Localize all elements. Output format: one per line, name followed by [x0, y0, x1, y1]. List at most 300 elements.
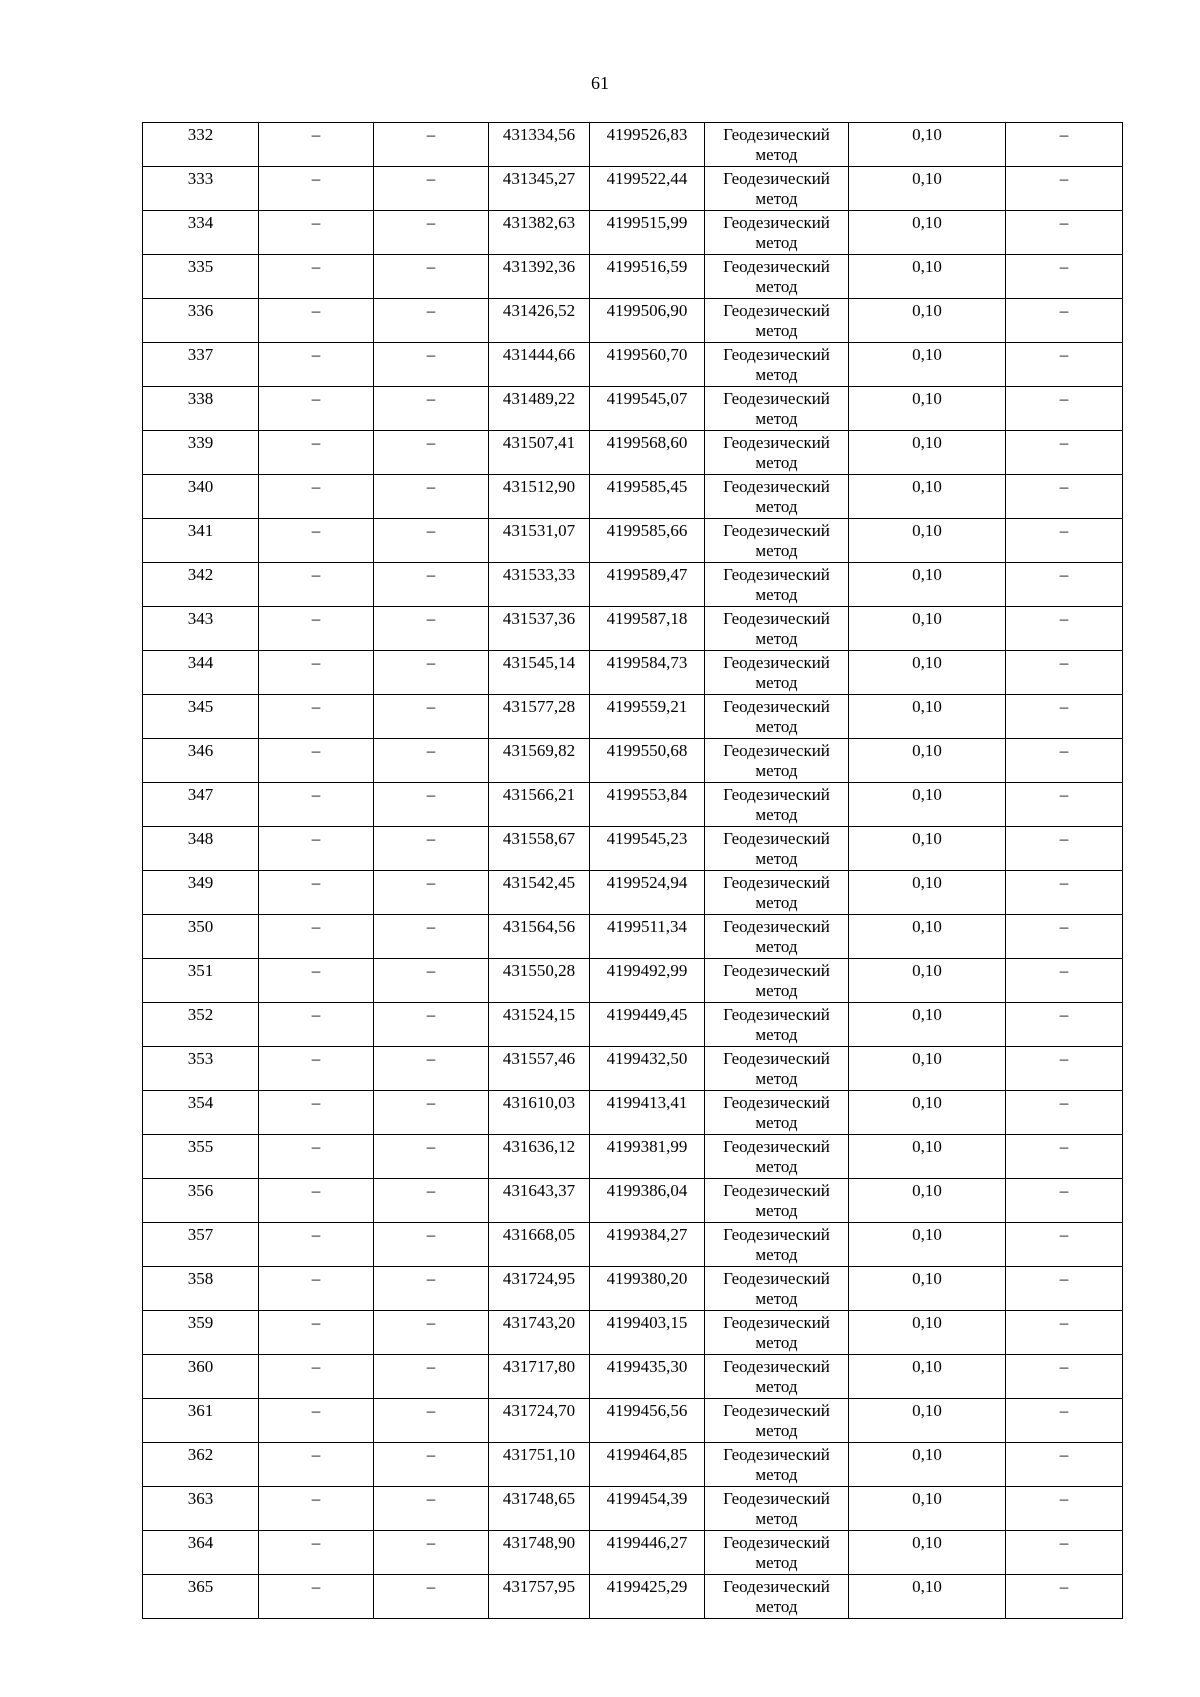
x-coordinate-cell: 431610,03 [489, 1091, 590, 1135]
point-number-cell: 357 [143, 1223, 259, 1267]
method-cell: Геодезический метод [705, 1355, 849, 1399]
table-row [143, 783, 1123, 827]
empty-dash-cell: – [259, 871, 374, 915]
empty-dash-cell: – [259, 387, 374, 431]
y-coordinate-cell: 4199425,29 [590, 1575, 705, 1619]
table-row [143, 343, 1123, 387]
x-coordinate-cell: 431392,36 [489, 255, 590, 299]
empty-dash-cell: – [1006, 959, 1123, 1003]
method-cell: Геодезический метод [705, 1399, 849, 1443]
accuracy-cell: 0,10 [849, 1487, 1006, 1531]
method-cell: Геодезический метод [705, 563, 849, 607]
point-number-cell: 347 [143, 783, 259, 827]
table-row [143, 387, 1123, 431]
method-cell: Геодезический метод [705, 123, 849, 167]
empty-dash-cell: – [1006, 475, 1123, 519]
empty-dash-cell: – [374, 1355, 489, 1399]
method-cell: Геодезический метод [705, 871, 849, 915]
empty-dash-cell: – [374, 607, 489, 651]
empty-dash-cell: – [1006, 1531, 1123, 1575]
empty-dash-cell: – [259, 1091, 374, 1135]
empty-dash-cell: – [374, 563, 489, 607]
empty-dash-cell: – [259, 475, 374, 519]
empty-dash-cell: – [259, 607, 374, 651]
empty-dash-cell: – [374, 167, 489, 211]
point-number-cell: 350 [143, 915, 259, 959]
empty-dash-cell: – [1006, 1223, 1123, 1267]
empty-dash-cell: – [1006, 167, 1123, 211]
y-coordinate-cell: 4199381,99 [590, 1135, 705, 1179]
x-coordinate-cell: 431537,36 [489, 607, 590, 651]
table-row [143, 123, 1123, 167]
empty-dash-cell: – [374, 519, 489, 563]
y-coordinate-cell: 4199516,59 [590, 255, 705, 299]
point-number-cell: 355 [143, 1135, 259, 1179]
y-coordinate-cell: 4199553,84 [590, 783, 705, 827]
method-cell: Геодезический метод [705, 167, 849, 211]
x-coordinate-cell: 431550,28 [489, 959, 590, 1003]
method-cell: Геодезический метод [705, 1531, 849, 1575]
empty-dash-cell: – [1006, 431, 1123, 475]
empty-dash-cell: – [259, 563, 374, 607]
empty-dash-cell: – [1006, 1047, 1123, 1091]
empty-dash-cell: – [374, 1399, 489, 1443]
empty-dash-cell: – [1006, 739, 1123, 783]
x-coordinate-cell: 431636,12 [489, 1135, 590, 1179]
y-coordinate-cell: 4199550,68 [590, 739, 705, 783]
table-row [143, 695, 1123, 739]
x-coordinate-cell: 431545,14 [489, 651, 590, 695]
accuracy-cell: 0,10 [849, 1223, 1006, 1267]
table-row [143, 167, 1123, 211]
table-row [143, 1223, 1123, 1267]
point-number-cell: 364 [143, 1531, 259, 1575]
empty-dash-cell: – [259, 651, 374, 695]
y-coordinate-cell: 4199464,85 [590, 1443, 705, 1487]
y-coordinate-cell: 4199386,04 [590, 1179, 705, 1223]
point-number-cell: 334 [143, 211, 259, 255]
accuracy-cell: 0,10 [849, 1355, 1006, 1399]
x-coordinate-cell: 431577,28 [489, 695, 590, 739]
accuracy-cell: 0,10 [849, 475, 1006, 519]
accuracy-cell: 0,10 [849, 871, 1006, 915]
table-row [143, 299, 1123, 343]
method-cell: Геодезический метод [705, 1179, 849, 1223]
empty-dash-cell: – [259, 915, 374, 959]
x-coordinate-cell: 431717,80 [489, 1355, 590, 1399]
table-row [143, 1487, 1123, 1531]
point-number-cell: 359 [143, 1311, 259, 1355]
point-number-cell: 363 [143, 1487, 259, 1531]
table-row [143, 475, 1123, 519]
point-number-cell: 344 [143, 651, 259, 695]
empty-dash-cell: – [1006, 1355, 1123, 1399]
method-cell: Геодезический метод [705, 1267, 849, 1311]
table-row [143, 1267, 1123, 1311]
empty-dash-cell: – [374, 1179, 489, 1223]
empty-dash-cell: – [259, 1003, 374, 1047]
accuracy-cell: 0,10 [849, 1531, 1006, 1575]
x-coordinate-cell: 431566,21 [489, 783, 590, 827]
y-coordinate-cell: 4199585,66 [590, 519, 705, 563]
x-coordinate-cell: 431668,05 [489, 1223, 590, 1267]
empty-dash-cell: – [1006, 695, 1123, 739]
table-row [143, 211, 1123, 255]
empty-dash-cell: – [374, 1091, 489, 1135]
accuracy-cell: 0,10 [849, 431, 1006, 475]
empty-dash-cell: – [259, 1355, 374, 1399]
empty-dash-cell: – [259, 1531, 374, 1575]
method-cell: Геодезический метод [705, 607, 849, 651]
empty-dash-cell: – [374, 1311, 489, 1355]
point-number-cell: 349 [143, 871, 259, 915]
y-coordinate-cell: 4199380,20 [590, 1267, 705, 1311]
accuracy-cell: 0,10 [849, 783, 1006, 827]
point-number-cell: 339 [143, 431, 259, 475]
method-cell: Геодезический метод [705, 1311, 849, 1355]
empty-dash-cell: – [374, 1531, 489, 1575]
x-coordinate-cell: 431444,66 [489, 343, 590, 387]
method-cell: Геодезический метод [705, 519, 849, 563]
empty-dash-cell: – [1006, 1487, 1123, 1531]
accuracy-cell: 0,10 [849, 563, 1006, 607]
y-coordinate-cell: 4199446,27 [590, 1531, 705, 1575]
empty-dash-cell: – [374, 1047, 489, 1091]
empty-dash-cell: – [374, 1443, 489, 1487]
x-coordinate-cell: 431524,15 [489, 1003, 590, 1047]
table-row [143, 431, 1123, 475]
y-coordinate-cell: 4199435,30 [590, 1355, 705, 1399]
table-row [143, 1003, 1123, 1047]
empty-dash-cell: – [374, 255, 489, 299]
accuracy-cell: 0,10 [849, 519, 1006, 563]
empty-dash-cell: – [374, 431, 489, 475]
accuracy-cell: 0,10 [849, 651, 1006, 695]
point-number-cell: 335 [143, 255, 259, 299]
empty-dash-cell: – [1006, 387, 1123, 431]
empty-dash-cell: – [374, 343, 489, 387]
empty-dash-cell: – [259, 1443, 374, 1487]
table-row [143, 1179, 1123, 1223]
y-coordinate-cell: 4199413,41 [590, 1091, 705, 1135]
point-number-cell: 354 [143, 1091, 259, 1135]
empty-dash-cell: – [374, 1267, 489, 1311]
x-coordinate-cell: 431345,27 [489, 167, 590, 211]
point-number-cell: 333 [143, 167, 259, 211]
accuracy-cell: 0,10 [849, 211, 1006, 255]
method-cell: Геодезический метод [705, 343, 849, 387]
empty-dash-cell: – [374, 1487, 489, 1531]
y-coordinate-cell: 4199522,44 [590, 167, 705, 211]
table-row [143, 651, 1123, 695]
y-coordinate-cell: 4199589,47 [590, 563, 705, 607]
table-row [143, 607, 1123, 651]
table-row [143, 1443, 1123, 1487]
empty-dash-cell: – [259, 123, 374, 167]
table-row [143, 519, 1123, 563]
point-number-cell: 345 [143, 695, 259, 739]
empty-dash-cell: – [259, 959, 374, 1003]
x-coordinate-cell: 431531,07 [489, 519, 590, 563]
y-coordinate-cell: 4199515,99 [590, 211, 705, 255]
empty-dash-cell: – [259, 167, 374, 211]
method-cell: Геодезический метод [705, 827, 849, 871]
empty-dash-cell: – [259, 1135, 374, 1179]
point-number-cell: 356 [143, 1179, 259, 1223]
x-coordinate-cell: 431569,82 [489, 739, 590, 783]
empty-dash-cell: – [259, 783, 374, 827]
accuracy-cell: 0,10 [849, 959, 1006, 1003]
empty-dash-cell: – [374, 1003, 489, 1047]
y-coordinate-cell: 4199511,34 [590, 915, 705, 959]
point-number-cell: 338 [143, 387, 259, 431]
table-row [143, 1399, 1123, 1443]
y-coordinate-cell: 4199545,07 [590, 387, 705, 431]
point-number-cell: 358 [143, 1267, 259, 1311]
y-coordinate-cell: 4199456,56 [590, 1399, 705, 1443]
empty-dash-cell: – [1006, 1135, 1123, 1179]
empty-dash-cell: – [1006, 783, 1123, 827]
x-coordinate-cell: 431426,52 [489, 299, 590, 343]
point-number-cell: 353 [143, 1047, 259, 1091]
empty-dash-cell: – [374, 827, 489, 871]
empty-dash-cell: – [1006, 827, 1123, 871]
empty-dash-cell: – [374, 915, 489, 959]
accuracy-cell: 0,10 [849, 167, 1006, 211]
accuracy-cell: 0,10 [849, 255, 1006, 299]
empty-dash-cell: – [1006, 519, 1123, 563]
empty-dash-cell: – [1006, 1311, 1123, 1355]
table-row [143, 1135, 1123, 1179]
point-number-cell: 348 [143, 827, 259, 871]
accuracy-cell: 0,10 [849, 1311, 1006, 1355]
point-number-cell: 336 [143, 299, 259, 343]
method-cell: Геодезический метод [705, 1135, 849, 1179]
x-coordinate-cell: 431558,67 [489, 827, 590, 871]
empty-dash-cell: – [259, 739, 374, 783]
accuracy-cell: 0,10 [849, 1091, 1006, 1135]
empty-dash-cell: – [374, 211, 489, 255]
method-cell: Геодезический метод [705, 1223, 849, 1267]
method-cell: Геодезический метод [705, 1003, 849, 1047]
empty-dash-cell: – [374, 695, 489, 739]
y-coordinate-cell: 4199560,70 [590, 343, 705, 387]
page-number: 61 [591, 73, 609, 93]
y-coordinate-cell: 4199449,45 [590, 1003, 705, 1047]
table-row [143, 827, 1123, 871]
y-coordinate-cell: 4199506,90 [590, 299, 705, 343]
empty-dash-cell: – [374, 739, 489, 783]
empty-dash-cell: – [259, 1223, 374, 1267]
empty-dash-cell: – [259, 827, 374, 871]
empty-dash-cell: – [259, 211, 374, 255]
empty-dash-cell: – [1006, 1267, 1123, 1311]
y-coordinate-cell: 4199568,60 [590, 431, 705, 475]
accuracy-cell: 0,10 [849, 1399, 1006, 1443]
x-coordinate-cell: 431748,90 [489, 1531, 590, 1575]
point-number-cell: 341 [143, 519, 259, 563]
x-coordinate-cell: 431512,90 [489, 475, 590, 519]
empty-dash-cell: – [1006, 299, 1123, 343]
empty-dash-cell: – [259, 299, 374, 343]
empty-dash-cell: – [374, 387, 489, 431]
table-row [143, 1091, 1123, 1135]
point-number-cell: 360 [143, 1355, 259, 1399]
point-number-cell: 337 [143, 343, 259, 387]
method-cell: Геодезический метод [705, 651, 849, 695]
accuracy-cell: 0,10 [849, 1575, 1006, 1619]
table-row [143, 1355, 1123, 1399]
table-row [143, 1531, 1123, 1575]
empty-dash-cell: – [374, 1135, 489, 1179]
y-coordinate-cell: 4199454,39 [590, 1487, 705, 1531]
method-cell: Геодезический метод [705, 959, 849, 1003]
empty-dash-cell: – [374, 123, 489, 167]
empty-dash-cell: – [259, 1487, 374, 1531]
empty-dash-cell: – [1006, 1003, 1123, 1047]
method-cell: Геодезический метод [705, 1091, 849, 1135]
table-row [143, 739, 1123, 783]
empty-dash-cell: – [374, 299, 489, 343]
empty-dash-cell: – [1006, 1179, 1123, 1223]
y-coordinate-cell: 4199559,21 [590, 695, 705, 739]
accuracy-cell: 0,10 [849, 695, 1006, 739]
method-cell: Геодезический метод [705, 1575, 849, 1619]
accuracy-cell: 0,10 [849, 1179, 1006, 1223]
x-coordinate-cell: 431751,10 [489, 1443, 590, 1487]
x-coordinate-cell: 431724,70 [489, 1399, 590, 1443]
empty-dash-cell: – [374, 651, 489, 695]
x-coordinate-cell: 431724,95 [489, 1267, 590, 1311]
empty-dash-cell: – [1006, 1443, 1123, 1487]
point-number-cell: 361 [143, 1399, 259, 1443]
accuracy-cell: 0,10 [849, 827, 1006, 871]
table-row [143, 255, 1123, 299]
method-cell: Геодезический метод [705, 1047, 849, 1091]
table-row [143, 563, 1123, 607]
method-cell: Геодезический метод [705, 739, 849, 783]
accuracy-cell: 0,10 [849, 299, 1006, 343]
empty-dash-cell: – [1006, 1399, 1123, 1443]
accuracy-cell: 0,10 [849, 1003, 1006, 1047]
empty-dash-cell: – [374, 959, 489, 1003]
empty-dash-cell: – [1006, 123, 1123, 167]
accuracy-cell: 0,10 [849, 343, 1006, 387]
table-body [143, 123, 1123, 1619]
method-cell: Геодезический метод [705, 475, 849, 519]
x-coordinate-cell: 431748,65 [489, 1487, 590, 1531]
method-cell: Геодезический метод [705, 431, 849, 475]
method-cell: Геодезический метод [705, 1487, 849, 1531]
method-cell: Геодезический метод [705, 695, 849, 739]
y-coordinate-cell: 4199403,15 [590, 1311, 705, 1355]
empty-dash-cell: – [259, 1179, 374, 1223]
y-coordinate-cell: 4199584,73 [590, 651, 705, 695]
point-number-cell: 342 [143, 563, 259, 607]
y-coordinate-cell: 4199524,94 [590, 871, 705, 915]
empty-dash-cell: – [1006, 1575, 1123, 1619]
empty-dash-cell: – [1006, 255, 1123, 299]
accuracy-cell: 0,10 [849, 1135, 1006, 1179]
y-coordinate-cell: 4199526,83 [590, 123, 705, 167]
empty-dash-cell: – [374, 1223, 489, 1267]
empty-dash-cell: – [259, 255, 374, 299]
accuracy-cell: 0,10 [849, 1047, 1006, 1091]
point-number-cell: 332 [143, 123, 259, 167]
empty-dash-cell: – [374, 1575, 489, 1619]
empty-dash-cell: – [1006, 563, 1123, 607]
method-cell: Геодезический метод [705, 387, 849, 431]
empty-dash-cell: – [259, 1575, 374, 1619]
empty-dash-cell: – [1006, 871, 1123, 915]
x-coordinate-cell: 431533,33 [489, 563, 590, 607]
y-coordinate-cell: 4199384,27 [590, 1223, 705, 1267]
x-coordinate-cell: 431382,63 [489, 211, 590, 255]
table-row [143, 1575, 1123, 1619]
point-number-cell: 365 [143, 1575, 259, 1619]
table-row [143, 959, 1123, 1003]
empty-dash-cell: – [1006, 1091, 1123, 1135]
y-coordinate-cell: 4199585,45 [590, 475, 705, 519]
empty-dash-cell: – [259, 1311, 374, 1355]
empty-dash-cell: – [259, 1399, 374, 1443]
y-coordinate-cell: 4199492,99 [590, 959, 705, 1003]
method-cell: Геодезический метод [705, 255, 849, 299]
empty-dash-cell: – [259, 431, 374, 475]
point-number-cell: 340 [143, 475, 259, 519]
empty-dash-cell: – [1006, 915, 1123, 959]
x-coordinate-cell: 431334,56 [489, 123, 590, 167]
accuracy-cell: 0,10 [849, 387, 1006, 431]
empty-dash-cell: – [259, 1267, 374, 1311]
accuracy-cell: 0,10 [849, 123, 1006, 167]
table-row [143, 1047, 1123, 1091]
coordinates-table [142, 122, 1123, 1619]
method-cell: Геодезический метод [705, 299, 849, 343]
x-coordinate-cell: 431542,45 [489, 871, 590, 915]
empty-dash-cell: – [374, 871, 489, 915]
table-row [143, 871, 1123, 915]
empty-dash-cell: – [259, 519, 374, 563]
accuracy-cell: 0,10 [849, 1267, 1006, 1311]
accuracy-cell: 0,10 [849, 739, 1006, 783]
x-coordinate-cell: 431557,46 [489, 1047, 590, 1091]
empty-dash-cell: – [259, 695, 374, 739]
accuracy-cell: 0,10 [849, 607, 1006, 651]
empty-dash-cell: – [374, 475, 489, 519]
x-coordinate-cell: 431643,37 [489, 1179, 590, 1223]
method-cell: Геодезический метод [705, 211, 849, 255]
y-coordinate-cell: 4199545,23 [590, 827, 705, 871]
point-number-cell: 362 [143, 1443, 259, 1487]
empty-dash-cell: – [1006, 607, 1123, 651]
point-number-cell: 352 [143, 1003, 259, 1047]
accuracy-cell: 0,10 [849, 915, 1006, 959]
x-coordinate-cell: 431757,95 [489, 1575, 590, 1619]
x-coordinate-cell: 431489,22 [489, 387, 590, 431]
method-cell: Геодезический метод [705, 1443, 849, 1487]
method-cell: Геодезический метод [705, 783, 849, 827]
y-coordinate-cell: 4199587,18 [590, 607, 705, 651]
x-coordinate-cell: 431564,56 [489, 915, 590, 959]
empty-dash-cell: – [374, 783, 489, 827]
point-number-cell: 346 [143, 739, 259, 783]
empty-dash-cell: – [1006, 651, 1123, 695]
table-row [143, 915, 1123, 959]
empty-dash-cell: – [259, 1047, 374, 1091]
accuracy-cell: 0,10 [849, 1443, 1006, 1487]
empty-dash-cell: – [259, 343, 374, 387]
